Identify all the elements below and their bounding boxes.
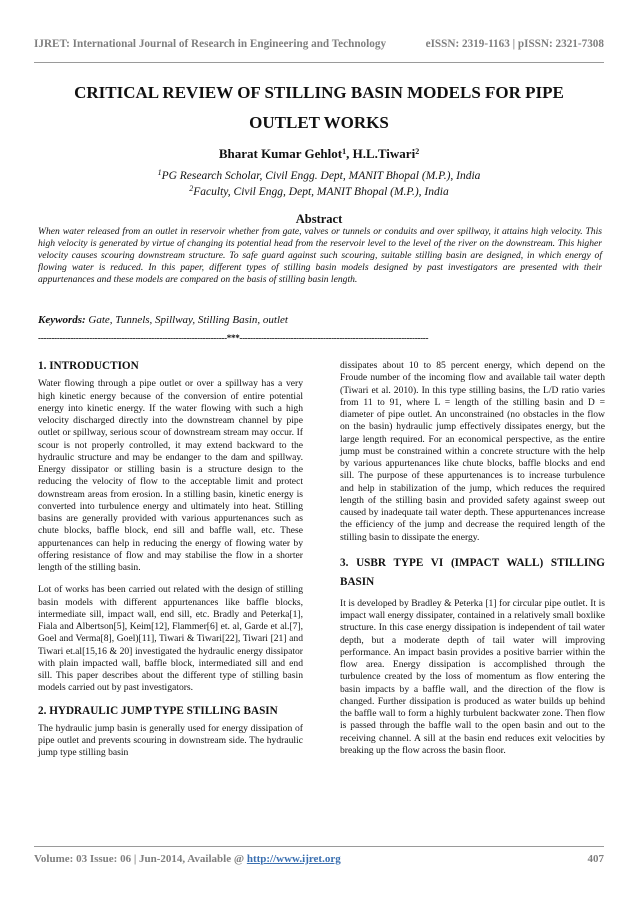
author-1-affil-mark: 1 bbox=[342, 147, 347, 156]
affiliation-1-text: PG Research Scholar, Civil Engg. Dept, MANIT Bhopal (M.P.), India bbox=[161, 170, 481, 182]
header-rule bbox=[34, 62, 604, 63]
affiliation-1 bbox=[0, 170, 638, 182]
author-1: Bharat Kumar Gehlot bbox=[218, 146, 343, 161]
section-2-paragraph-1: The hydraulic jump basin is generally used for energy dissipation of pipe outlet and prevents scouring in downstream side. The hydraulic jump type stilling basin bbox=[38, 722, 303, 759]
footer-volume-text: Volume: 03 Issue: 06 | Jun-2014, Available @ bbox=[34, 853, 247, 865]
issn-info: eISSN: 2319-1163 | pISSN: 2321-7308 bbox=[425, 38, 604, 50]
author-list bbox=[0, 146, 638, 162]
footer-rule bbox=[34, 846, 604, 847]
running-header bbox=[34, 38, 604, 54]
right-column bbox=[340, 360, 605, 767]
title-line-2: OUTLET WORKS bbox=[249, 113, 389, 132]
journal-name: IJRET: International Journal of Research in Engineering and Technology bbox=[34, 38, 387, 50]
affiliation-2-mark: 2 bbox=[189, 184, 194, 193]
page-number: 407 bbox=[587, 853, 604, 865]
affiliation-2-text: Faculty, Civil Engg, Dept, MANIT Bhopal (M.P.), India bbox=[193, 186, 449, 198]
abstract-text: When water released from an outlet in reservoir whether from gate, valves or tunnels or conduits and over spillway, it attains high velocity. This high velocity is generated by virtue of changing its potential head from the reservoir level to the level of the river on the downstream. This higher velocity causes scouring downstream structure. To safe guard against such scouring, suitable stilling basin are designed, in which energy of flowing water is reduced. In this paper, different types of stilling basin models designed by past investigators are presented with their appurtenances and these models are compared on the basis of stilling basin length. bbox=[38, 226, 602, 286]
author-2: , H.L.Tiwari bbox=[346, 146, 416, 161]
journal-link[interactable]: http://www.ijret.org bbox=[246, 853, 341, 865]
abstract-heading: Abstract bbox=[295, 212, 343, 226]
section-2-paragraph-1-continued: dissipates about 10 to 85 percent energy, which depend on the Froude number of the incoming flow and available tail water depth (Tiwari et al. 2010). In this type stilling basins, the L/D ratio varies from 11 to 91, where L = length of the stilling basin and D = diameter of pipe outlet. An unconstrained (no obstacles in the flow on the basin) hydraulic jump effectively dissipates energy, but the large length required. For an economical perspective, as the entire jump must be constrained within a concrete structure with the help by various appurtenances like chute blocks, baffle blocks and end sill. The purpose of these appurtenances is to increase turbulence and help in stabilization of the jump, which reduces the required length of the stilling basin and provided safety against sweep out caused by inadequate tail water depth. These appurtenances increase the efficiency of the jump and decrease the required length of the stilling basin to dissipate the energy. bbox=[340, 360, 605, 543]
section-3-paragraph-1: It is developed by Bradley & Peterka [1] for circular pipe outlet. It is impact wall energy dissipater, contained in a relatively small boxlike structure. In this case energy dissipation is independent of tail water depth, but a moderate depth of tail water will improving performance. An impact basin provides a positive barrier within the flow area. Energy dissipation is accomplished through the turbulence created by the loss of momentum as flow entering the basin impacts by a baffle wall, and the direction of the flow is changed. Further dissipation is produced as water builds up behind the baffle wall to form a highly turbulent backwater zone. Then flow is passed through the baffle wall to the open basin and out to the receiving channel. A sill at the basin end reduces exit velocities by breaking up the flow across the basin floor. bbox=[340, 597, 605, 756]
keywords bbox=[38, 314, 602, 326]
section-1-heading: 1. INTRODUCTION bbox=[38, 360, 139, 372]
keywords-label: Keywords: bbox=[38, 314, 86, 326]
section-3-heading: 3. USBR TYPE VI (IMPACT WALL) STILLING BASIN bbox=[340, 556, 605, 588]
title-line-1: CRITICAL REVIEW OF STILLING BASIN MODELS FOR PIPE bbox=[74, 83, 564, 102]
footer-volume bbox=[34, 853, 341, 865]
section-separator: ----------------------------------------------------------------------***---------------------------------------------------------------------- bbox=[38, 333, 429, 343]
section-2-heading: 2. HYDRAULIC JUMP TYPE STILLING BASIN bbox=[38, 704, 278, 717]
affiliation-1-mark: 1 bbox=[157, 168, 162, 177]
keywords-text: Gate, Tunnels, Spillway, Stilling Basin, outlet bbox=[85, 314, 288, 326]
author-2-affil-mark: 2 bbox=[415, 147, 420, 156]
section-1-paragraph-1: Water flowing through a pipe outlet or over a spillway has a very high kinetic energy because of the conversion of entire potential energy into kinetic energy. If the water flowing with such a high velocity discharged directly into the downstream channel by pipe outlet or spillway, serious scour of downstream stream may occur. If scour is not properly controlled, it may extend backward to the hydraulic structure and may be endanger to the dam and spillway. Energy dissipator or stilling basin is a structure design to the reducing the velocity of flow to the acceptable limit and protect downstream areas from erosion. In a stilling basin, kinetic energy is converted into turbulence energy and ultimately into heat. Stilling basins are generally provided with various appurtenances such as chute blocks, baffle block, end sill and baffle wall, etc. These appurtenances can help in reducing the energy of flowing water by offering resistance of flow and may stabilise the flow in a shorter length of the stilling basin. bbox=[38, 378, 303, 573]
left-column bbox=[38, 360, 303, 770]
affiliation-2 bbox=[0, 186, 638, 198]
section-1-paragraph-2: Lot of works has been carried out related with the design of stilling basin models with different appurtenances like baffle blocks, intermediate sill, impact wall, end sill, etc. Bradly and Peterka[1], Fiala and Albertson[5], Keim[12], Flammer[6] et. al, Garde et al.[7], Goel and Verma[8], Goel)[11], Tiwari & Tiwari[22], Tiwari [21] and Tiwari et.al[15,16 & 20] investigated the hydraulic energy dissipator with plain impacted wall, baffle block, intermediated sill and end sill. This paper describes about the different type of stilling basin models carried out by past investigators. bbox=[38, 584, 303, 694]
paper-title bbox=[50, 78, 588, 138]
